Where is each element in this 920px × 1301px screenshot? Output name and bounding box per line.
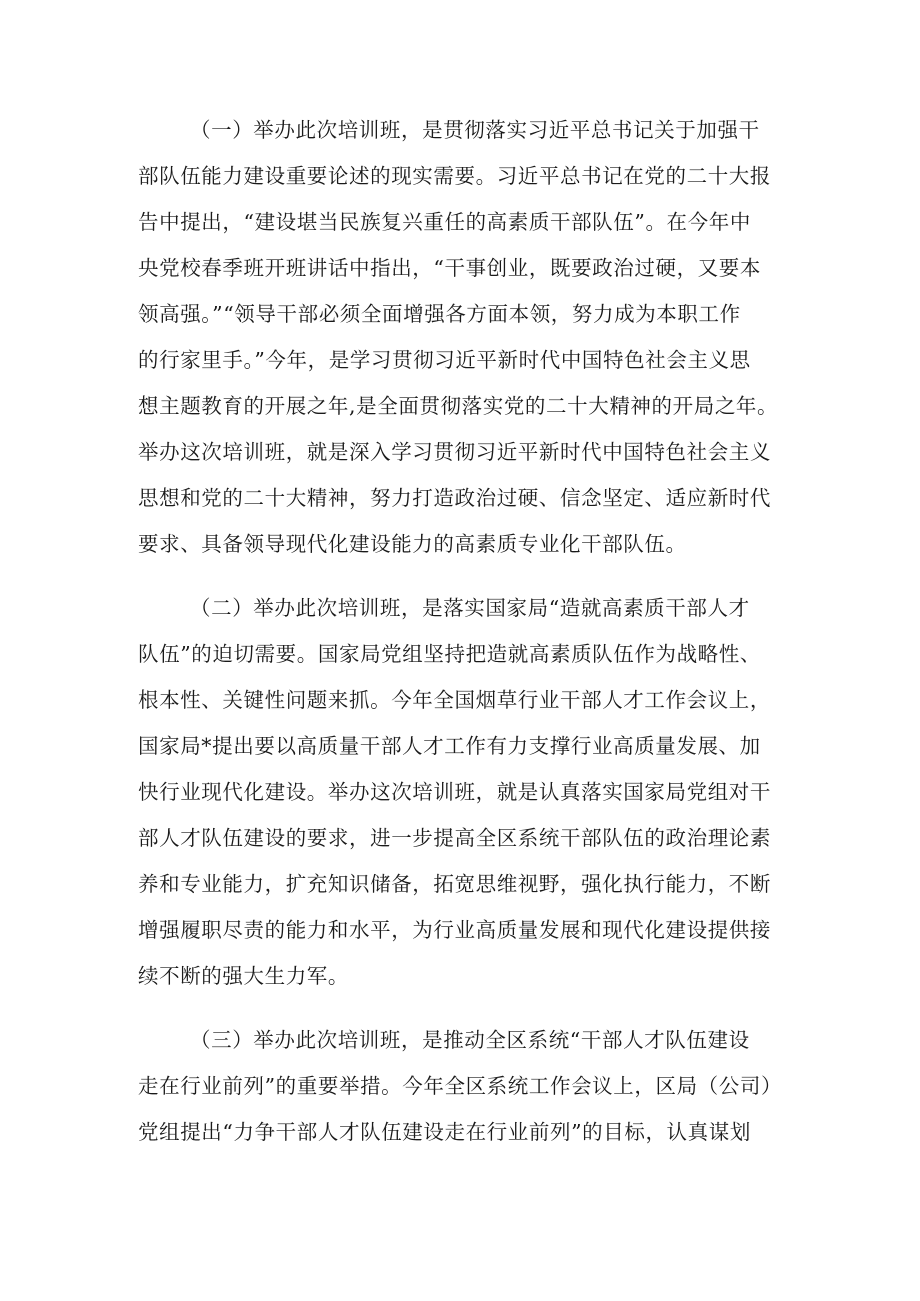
paragraph-line: 的行家里手。”今年，是学习贯彻习近平新时代中国特色社会主义思 xyxy=(138,348,751,372)
paragraph-line: 增强履职尽责的能力和水平，为行业高质量发展和现代化建设提供接 xyxy=(138,918,771,942)
paragraph-line: 国家局*提出要以高质量干部人才工作有力支撑行业高质量发展、加 xyxy=(138,734,761,758)
paragraph-line: 续不断的强大生力军。 xyxy=(138,964,349,988)
paragraph-line: 队伍”的迫切需要。国家局党组坚持把造就高素质队伍作为战略性、 xyxy=(138,642,761,666)
paragraph-line: 央党校春季班开班讲话中指出，“干事创业，既要政治过硬，又要本 xyxy=(138,256,761,280)
paragraph-line: 告中提出，“建设堪当民族复兴重任的高素质干部队伍”。在今年中 xyxy=(138,210,751,234)
paragraph-line: 部队伍能力建设重要论述的现实需要。习近平总书记在党的二十大报 xyxy=(138,164,771,188)
paragraph-line: 党组提出“力争干部人才队伍建设走在行业前列”的目标，认真谋划 xyxy=(138,1120,751,1144)
paragraph-line: 养和专业能力，扩充知识储备，拓宽思维视野，强化执行能力，不断 xyxy=(138,872,771,896)
paragraph-line: 要求、具备领导现代化建设能力的高素质专业化干部队伍。 xyxy=(138,532,687,556)
paragraph-line: 思想和党的二十大精神，努力打造政治过硬、信念坚定、适应新时代 xyxy=(138,486,771,510)
paragraph-line: 领高强。”“领导干部必须全面增强各方面本领，努力成为本职工作 xyxy=(138,302,741,326)
paragraph-line: 部人才队伍建设的要求，进一步提高全区系统干部队伍的政治理论素 xyxy=(138,826,771,850)
paragraph-line: 举办这次培训班，就是深入学习贯彻习近平新时代中国特色社会主义 xyxy=(138,440,771,464)
paragraph-line: 想主题教育的开展之年,是全面贯彻落实党的二十大精神的开局之年。 xyxy=(138,394,779,418)
paragraph-line: 走在行业前列”的重要举措。今年全区系统工作会议上，区局（公司） xyxy=(138,1074,783,1098)
paragraph-line: （三）举办此次培训班，是推动全区系统“干部人才队伍建设 xyxy=(190,1028,750,1052)
paragraph-line: 快行业现代化建设。举办这次培训班，就是认真落实国家局党组对干 xyxy=(138,780,771,804)
paragraph-line: （一）举办此次培训班，是贯彻落实习近平总书记关于加强干 xyxy=(190,118,760,142)
paragraph-line: 根本性、关键性问题来抓。今年全国烟草行业干部人才工作会议上， xyxy=(138,688,771,712)
paragraph-line: （二）举办此次培训班，是落实国家局“造就高素质干部人才 xyxy=(190,596,750,620)
